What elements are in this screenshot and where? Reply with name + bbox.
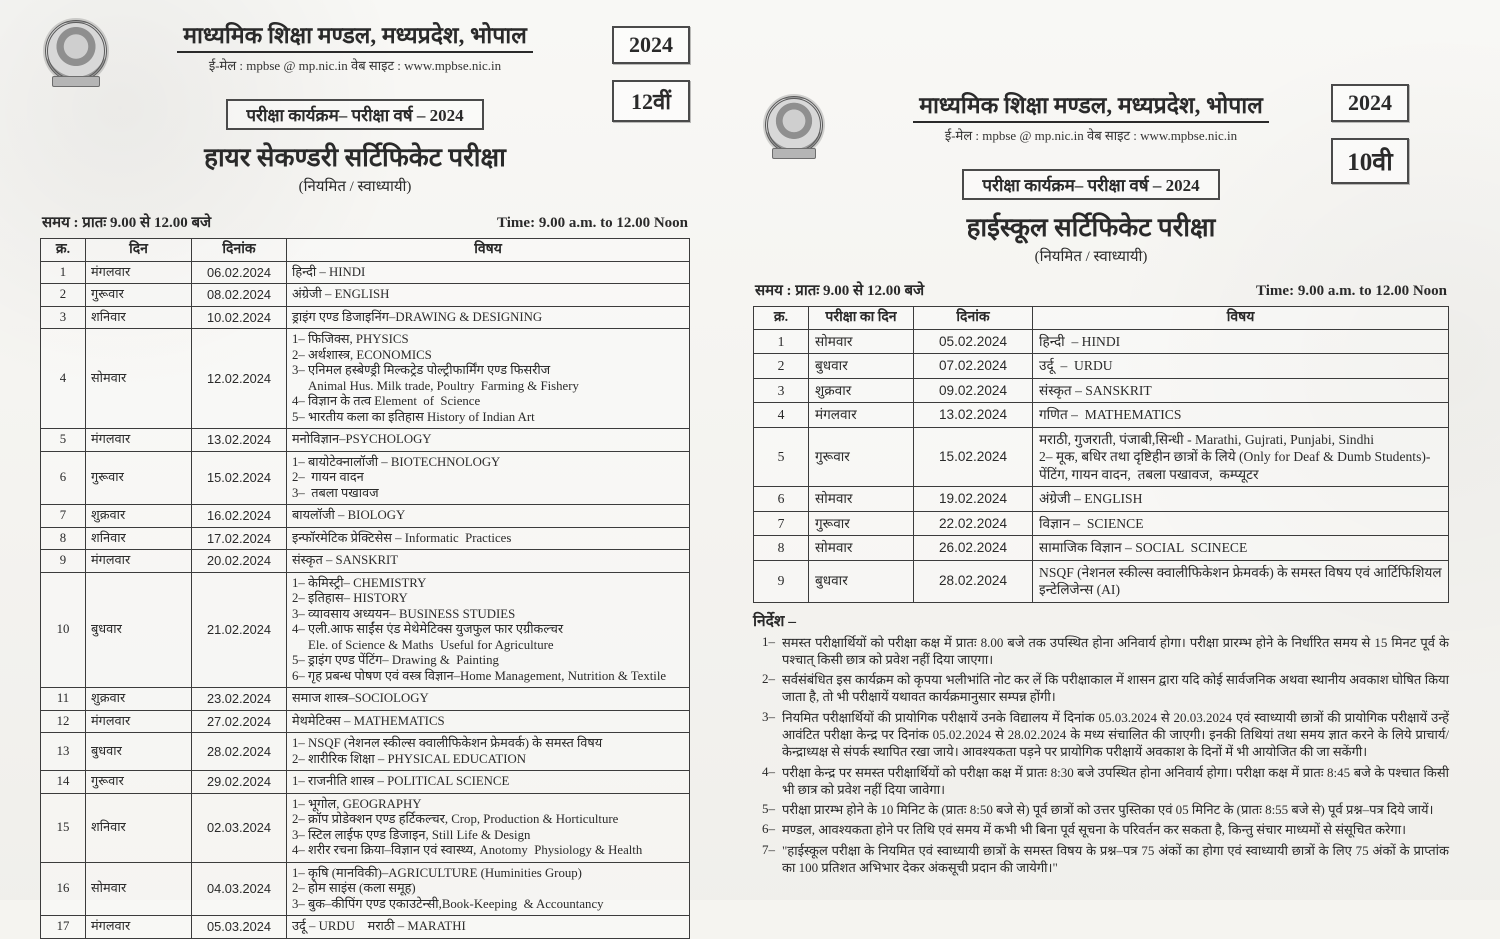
- cell-date: 13.02.2024: [192, 429, 287, 452]
- subject-line: 3– स्टिल लाईफ एण्ड डिजाइन, Still Life & Design: [292, 827, 531, 842]
- cell-subject: [1033, 378, 1449, 403]
- class12-schedule-table: [40, 238, 690, 939]
- cell-date: 02.03.2024: [192, 793, 287, 862]
- time-row: [755, 280, 1447, 300]
- cell-no: 8: [41, 527, 86, 550]
- cell-no: 9: [41, 550, 86, 573]
- cell-no: 3: [754, 378, 809, 403]
- subject-line: उर्दू – URDU: [1039, 358, 1113, 373]
- instruction-item: [753, 671, 1449, 706]
- cell-date: 27.02.2024: [192, 710, 287, 733]
- cell-no: 2: [754, 354, 809, 379]
- cell-day: गुरूवार: [809, 427, 914, 487]
- table-row: [41, 429, 690, 452]
- subject-line: संस्कृत – SANSKRIT: [1039, 382, 1152, 398]
- cell-subject: [287, 329, 690, 429]
- instruction-number: 2–: [762, 671, 775, 687]
- subject-line: 5– भारतीय कला का इतिहास History of Indian Art: [292, 409, 535, 424]
- instruction-text: परीक्षा प्रारम्भ होने के 10 मिनिट के (प्रातः 8:50 बजे से) पूर्व छात्रों को उत्तर पुस्तिका एवं 05 मिनिट के (प्रातः 8:55 बजे से) पूर्व प्रश्न–पत्र दिये जायें।: [782, 802, 1434, 818]
- program-box: परीक्षा कार्यक्रम– परीक्षा वर्ष – 2024: [226, 99, 483, 130]
- cell-no: 17: [41, 916, 86, 939]
- subject-line: 1– राजनीति शास्त्र – POLITICAL SCIENCE: [292, 774, 510, 788]
- cell-no: 4: [41, 329, 86, 429]
- contact-line: ई-मेल : mpbse @ mp.nic.in वेब साइट : www.mpbse.nic.in: [208, 58, 502, 73]
- subject-line: 2– क्रॉप प्रोडेक्शन एण्ड हर्टिकल्चर, Crop, Production & Horticulture: [292, 812, 619, 826]
- subject-line: इन्फॉरमेटिक प्रेक्टिसेस – Informatic Practices: [292, 530, 512, 545]
- cell-day: बुधवार: [86, 572, 192, 688]
- instruction-text: सर्वसंबंधित इस कार्यक्रम को कृपया भलीभांति नोट कर लें कि परीक्षाकाल में शासन द्वारा यदि कोई सार्वजनिक अथवा स्थानीय अवकाश घोषित किया जाता है, तो भी परीक्षायें यथावत कार्यक्रमानुसार सम्पन्न होंगी।: [782, 672, 1449, 705]
- cell-day: शनिवार: [86, 306, 192, 329]
- cell-subject: [287, 688, 690, 711]
- cell-date: 26.02.2024: [914, 536, 1033, 561]
- cell-subject: [1033, 403, 1449, 428]
- cell-day: मंगलवार: [809, 403, 914, 428]
- table-row: [41, 862, 690, 916]
- subject-line: 1– NSQF (नेशनल स्कील्स क्वालीफिकेशन फ्रेमवर्क) के समस्त विषय: [292, 736, 603, 750]
- instruction-item: [753, 821, 1449, 838]
- contact-line: ई-मेल : mpbse @ mp.nic.in वेब साइट : www.mpbse.nic.in: [944, 128, 1238, 143]
- subject-line: 3– बुक–कीपिंग एण्ड एकाउटेन्सी,Book-Keeping & Accountancy: [292, 896, 604, 911]
- instructions-section: [753, 609, 1449, 877]
- cell-date: 28.02.2024: [192, 733, 287, 771]
- cell-day: शुक्रवार: [86, 688, 192, 711]
- time-hindi: समय : प्रातः 9.00 से 12.00 बजे: [755, 283, 925, 299]
- cell-subject: [287, 733, 690, 771]
- table-row: [41, 527, 690, 550]
- cell-subject: [287, 451, 690, 505]
- cell-subject: [287, 550, 690, 573]
- cell-subject: [287, 527, 690, 550]
- table-row: [41, 284, 690, 307]
- instruction-text: समस्त परीक्षार्थियों को परीक्षा कक्ष में प्रातः 8.00 बजे तक उपस्थित होना अनिवार्य होगा। परीक्षा प्रारम्भ होने के निर्धारित समय से 15 मिनट पूर्व के पश्चात् किसी छात्र को प्रवेश नहीं दिया जाएगा।: [782, 634, 1449, 667]
- cell-day: बुधवार: [86, 733, 192, 771]
- instruction-number: 5–: [762, 801, 775, 817]
- cell-subject: [287, 771, 690, 794]
- instruction-text: "हाईस्कूल परीक्षा के नियमित एवं स्वाध्यायी छात्रों के समस्त विषय के प्रश्न–पत्र 75 अंकों का होगा एवं स्वाध्यायी छात्रों के लिए 75 अंकों के प्राप्तांक का 100 प्रतिशत अभिभार देकर अंकसूची प्रदान की जायेगी।": [782, 842, 1449, 876]
- cell-date: 08.02.2024: [192, 284, 287, 307]
- cell-day: मंगलवार: [86, 550, 192, 573]
- year-badge: 2024: [612, 26, 690, 64]
- table-row: [41, 710, 690, 733]
- subject-line: गणित – MATHEMATICS: [1039, 407, 1182, 422]
- table-row: [41, 793, 690, 862]
- subject-line: 1– केमिस्ट्री– CHEMISTRY: [292, 575, 427, 590]
- subject-line: मनोविज्ञान–PSYCHOLOGY: [292, 432, 432, 446]
- table-row: [754, 378, 1449, 403]
- cell-day: सोमवार: [809, 329, 914, 354]
- table-row: [754, 329, 1449, 354]
- cell-date: 22.02.2024: [914, 511, 1033, 536]
- subject-line: संस्कृत – SANSKRIT: [292, 553, 399, 567]
- cell-no: 5: [41, 429, 86, 452]
- table-row: [41, 451, 690, 505]
- cell-no: 5: [754, 427, 809, 487]
- cell-date: 15.02.2024: [914, 427, 1033, 487]
- cell-no: 4: [754, 403, 809, 428]
- subject-line: 2– शारीरिक शिक्षा – PHYSICAL EDUCATION: [292, 751, 526, 766]
- table-row: [41, 261, 690, 284]
- instruction-item: [753, 801, 1449, 818]
- subject-line: 3– तबला पखावज: [292, 485, 379, 500]
- subject-line: सामाजिक विज्ञान – SOCIAL SCINECE: [1039, 540, 1248, 555]
- subject-line: Ele. of Science & Maths Useful for Agriculture: [292, 637, 554, 652]
- cell-date: 12.02.2024: [192, 329, 287, 429]
- cell-subject: [287, 429, 690, 452]
- cell-day: बुधवार: [809, 560, 914, 602]
- cell-date: 19.02.2024: [914, 487, 1033, 512]
- table-row: [41, 505, 690, 528]
- cell-no: 16: [41, 862, 86, 916]
- subject-line: 1– फिजिक्स, PHYSICS: [292, 332, 409, 346]
- left-badges: [612, 26, 690, 138]
- instruction-number: 1–: [762, 633, 775, 649]
- subject-line: विज्ञान – SCIENCE: [1039, 515, 1144, 531]
- table-row: [41, 733, 690, 771]
- cell-subject: [287, 261, 690, 284]
- cell-day: गुरूवार: [86, 451, 192, 505]
- subject-line: 4– विज्ञान के तत्व Element of Science: [292, 394, 481, 408]
- exam-title: हाईस्कूल सर्टिफिकेट परीक्षा: [966, 213, 1216, 242]
- cell-subject: [1033, 487, 1449, 512]
- cell-day: शुक्रवार: [809, 378, 914, 403]
- cell-subject: [287, 793, 690, 862]
- cell-subject: [1033, 427, 1449, 487]
- table-row: [41, 550, 690, 573]
- subject-line: मराठी, गुजराती, पंजाबी,सिन्धी - Marathi, Gujrati, Punjabi, Sindhi: [1039, 431, 1374, 447]
- instruction-item: [753, 634, 1449, 669]
- subject-line: 4– शरीर रचना क्रिया–विज्ञान एवं स्वास्थ्य, Anotomy Physiology & Health: [292, 843, 643, 857]
- org-title: माध्यमिक शिक्षा मण्डल, मध्यप्रदेश, भोपाल: [913, 88, 1269, 123]
- cell-date: 05.02.2024: [914, 329, 1033, 354]
- subject-line: हिन्दी – HINDI: [292, 264, 366, 279]
- cell-no: 6: [41, 451, 86, 505]
- subject-line: 2– इतिहास– HISTORY: [292, 591, 408, 605]
- cell-day: सोमवार: [86, 862, 192, 916]
- instruction-number: 6–: [762, 821, 775, 837]
- cell-date: 17.02.2024: [192, 527, 287, 550]
- table-row: [41, 306, 690, 329]
- time-english: Time: 9.00 a.m. to 12.00 Noon: [1256, 283, 1447, 299]
- instruction-item: [753, 764, 1449, 799]
- instruction-number: 7–: [762, 841, 775, 857]
- col-date: दिनांक: [192, 239, 287, 262]
- cell-no: 10: [41, 572, 86, 688]
- cell-no: 15: [41, 793, 86, 862]
- subject-line: 6– गृह प्रबन्ध पोषण एवं वस्त्र विज्ञान–Home Management, Nutrition & Textile: [292, 668, 667, 683]
- mpbse-seal-icon: [45, 20, 107, 82]
- cell-subject: [1033, 354, 1449, 379]
- table-header-row: [41, 239, 690, 262]
- subject-line: 2– होम साइंस (कला समूह): [292, 881, 416, 895]
- table-header-row: [754, 307, 1449, 330]
- table-row: [754, 536, 1449, 561]
- instruction-text: परीक्षा केन्द्र पर समस्त परीक्षार्थियों को परीक्षा कक्ष में प्रातः 8:30 बजे उपस्थित होना अनिवार्य होगा। परीक्षा कक्ष में प्रातः 8:45 बजे के पश्चात किसी भी छात्र को प्रवेश नहीं दिया जावेगा।: [782, 764, 1449, 797]
- subject-line: 3– एनिमल हस्बेण्ड्री मिल्कट्रेड पोल्ट्रीफार्मिंग एण्ड फिसरीज: [292, 363, 551, 377]
- cell-subject: [287, 916, 690, 939]
- cell-no: 7: [41, 505, 86, 528]
- cell-date: 15.02.2024: [192, 451, 287, 505]
- exam-subtitle: (नियमित / स्वाध्यायी): [298, 179, 412, 195]
- subject-line: 1– भूगोल, GEOGRAPHY: [292, 796, 422, 811]
- cell-day: गुरूवार: [86, 284, 192, 307]
- table-row: [41, 916, 690, 939]
- cell-day: गुरूवार: [86, 771, 192, 794]
- exam-subtitle: (नियमित / स्वाध्यायी): [1034, 249, 1148, 265]
- cell-date: 13.02.2024: [914, 403, 1033, 428]
- cell-no: 9: [754, 560, 809, 602]
- cell-day: सोमवार: [86, 329, 192, 429]
- subject-line: अंग्रेजी – ENGLISH: [1039, 491, 1143, 506]
- cell-date: 28.02.2024: [914, 560, 1033, 602]
- subject-line: 1– कृषि (मानविकी)–AGRICULTURE (Huminities Group): [292, 865, 582, 880]
- cell-subject: [1033, 511, 1449, 536]
- exam-title: हायर सेकण्डरी सर्टिफिकेट परीक्षा: [204, 143, 506, 172]
- cell-no: 12: [41, 710, 86, 733]
- subject-line: 5– ड्राइंग एण्ड पेंटिंग– Drawing & Painting: [292, 653, 499, 667]
- cell-no: 2: [41, 284, 86, 307]
- table-row: [754, 354, 1449, 379]
- cell-subject: [287, 306, 690, 329]
- col-day: दिन: [86, 239, 192, 262]
- cell-day: मंगलवार: [86, 261, 192, 284]
- cell-no: 1: [754, 329, 809, 354]
- time-hindi: समय : प्रातः 9.00 से 12.00 बजे: [42, 215, 212, 231]
- table-row: [754, 427, 1449, 487]
- col-date: दिनांक: [914, 307, 1033, 330]
- subject-line: अंग्रेजी – ENGLISH: [292, 287, 390, 301]
- cell-date: 20.02.2024: [192, 550, 287, 573]
- col-serial: क्र.: [41, 239, 86, 262]
- table-row: [754, 403, 1449, 428]
- cell-no: 8: [754, 536, 809, 561]
- col-exam-day: परीक्षा का दिन: [809, 307, 914, 330]
- cell-date: 06.02.2024: [192, 261, 287, 284]
- cell-no: 7: [754, 511, 809, 536]
- cell-day: मंगलवार: [86, 710, 192, 733]
- cell-date: 05.03.2024: [192, 916, 287, 939]
- cell-subject: [1033, 560, 1449, 602]
- class-badge: 12वीं: [612, 80, 690, 122]
- cell-day: गुरूवार: [809, 511, 914, 536]
- right-badges: [1331, 84, 1409, 200]
- year-badge: 2024: [1331, 84, 1409, 122]
- subject-line: 4– एली.आफ साईंस एंड मेथेमेटिक्स युजफुल फार एग्रीकल्चर: [292, 622, 564, 636]
- cell-no: 1: [41, 261, 86, 284]
- instruction-text: मण्डल, आवश्यकता होने पर तिथि एवं समय में कभी भी बिना पूर्व सूचना के परिवर्तन कर सकता है, किन्तु संचार माध्यमों से संसूचित करेगा।: [782, 822, 1407, 838]
- cell-subject: [287, 572, 690, 688]
- class10-timetable-doc: [753, 82, 1449, 879]
- cell-date: 21.02.2024: [192, 572, 287, 688]
- program-box: परीक्षा कार्यक्रम– परीक्षा वर्ष – 2024: [962, 169, 1219, 200]
- table-row: [41, 329, 690, 429]
- subject-line: 2– अर्थशास्त्र, ECONOMICS: [292, 347, 432, 362]
- cell-date: 16.02.2024: [192, 505, 287, 528]
- instruction-item: [753, 842, 1449, 877]
- cell-day: मंगलवार: [86, 916, 192, 939]
- left-header: [40, 12, 690, 196]
- cell-subject: [287, 505, 690, 528]
- cell-day: शनिवार: [86, 793, 192, 862]
- table-row: [754, 487, 1449, 512]
- subject-line: उर्दू – URDU मराठी – MARATHI: [292, 919, 466, 933]
- cell-day: शुक्रवार: [86, 505, 192, 528]
- cell-date: 10.02.2024: [192, 306, 287, 329]
- subject-line: हिन्दी – HINDI: [1039, 333, 1121, 349]
- cell-date: 23.02.2024: [192, 688, 287, 711]
- col-subject: विषय: [287, 239, 690, 262]
- subject-line: NSQF (नेशनल स्कील्स क्वालीफिकेशन फ्रेमवर्क) के समस्त विषय एवं आर्टिफिशियल इन्टेलिजेन्स (AI): [1039, 564, 1445, 597]
- table-row: [41, 572, 690, 688]
- cell-subject: [287, 284, 690, 307]
- class10-schedule-table: [753, 306, 1449, 603]
- subject-line: 1– बायोटेक्नालॉजी – BIOTECHNOLOGY: [292, 454, 501, 469]
- cell-day: बुधवार: [809, 354, 914, 379]
- class12-timetable-doc: [40, 12, 690, 939]
- cell-subject: [1033, 536, 1449, 561]
- cell-no: 14: [41, 771, 86, 794]
- mpbse-seal-icon: [765, 96, 823, 154]
- subject-line: समाज शास्त्र–SOCIOLOGY: [292, 691, 429, 705]
- cell-no: 6: [754, 487, 809, 512]
- cell-date: 29.02.2024: [192, 771, 287, 794]
- cell-day: मंगलवार: [86, 429, 192, 452]
- time-english: Time: 9.00 a.m. to 12.00 Noon: [497, 215, 688, 231]
- cell-subject: [1033, 329, 1449, 354]
- cell-subject: [287, 862, 690, 916]
- instructions-title: निर्देश –: [753, 612, 797, 630]
- cell-no: 11: [41, 688, 86, 711]
- subject-line: बायलॉजी – BIOLOGY: [292, 508, 406, 522]
- cell-date: 09.02.2024: [914, 378, 1033, 403]
- cell-subject: [287, 710, 690, 733]
- org-title: माध्यमिक शिक्षा मण्डल, मध्यप्रदेश, भोपाल: [177, 18, 533, 53]
- cell-day: सोमवार: [809, 487, 914, 512]
- subject-line: Animal Hus. Milk trade, Poultry Farming & Fishery: [292, 378, 579, 393]
- subject-line: ड्राइंग एण्ड डिजाइनिंग–DRAWING & DESIGNING: [292, 309, 543, 324]
- subject-line: 2– मूक, बधिर तथा दृष्टिहीन छात्रों के लिये (Only for Deaf & Dumb Students)- पेंटिंग, गायन वादन, तबला पखावज, कम्प्यूटर: [1039, 449, 1434, 482]
- table-row: [41, 688, 690, 711]
- cell-no: 13: [41, 733, 86, 771]
- cell-day: सोमवार: [809, 536, 914, 561]
- subject-line: 2– गायन वादन: [292, 470, 364, 484]
- col-serial: क्र.: [754, 307, 809, 330]
- table-row: [754, 560, 1449, 602]
- instruction-number: 3–: [762, 708, 775, 724]
- instruction-item: [753, 709, 1449, 761]
- table-row: [754, 511, 1449, 536]
- class-badge: 10वी: [1331, 138, 1409, 184]
- table-row: [41, 771, 690, 794]
- time-row: [42, 212, 688, 232]
- cell-date: 04.03.2024: [192, 862, 287, 916]
- cell-no: 3: [41, 306, 86, 329]
- cell-date: 07.02.2024: [914, 354, 1033, 379]
- instruction-text: नियमित परीक्षार्थियों की प्रायोगिक परीक्षायें उनके विद्यालय में दिनांक 05.03.2024 से 20.03.2024 एवं स्वाध्यायी छात्रों की प्रायोगिक परीक्षायें उन्हें आवंटित परीक्षा केन्द्र पर दिनांक 05.02.2024 से 28.02.2024 के मध्य संचालित की जाएगी। इनकी तिथियां तथा समय ज्ञात करने के लिये प्राचार्य/केन्द्राध्यक्ष से संपर्क स्थापित रखा जाये। आवश्यकता पड़ने पर प्रायोगिक परीक्षायें अवकाश के दिनों में भी आयोजित की जा सकेंगी।: [782, 709, 1449, 760]
- instruction-number: 4–: [762, 763, 775, 779]
- col-subject: विषय: [1033, 307, 1449, 330]
- subject-line: 3– व्यावसाय अध्ययन– BUSINESS STUDIES: [292, 606, 516, 621]
- subject-line: मेथमेटिक्स – MATHEMATICS: [292, 713, 445, 728]
- cell-day: शनिवार: [86, 527, 192, 550]
